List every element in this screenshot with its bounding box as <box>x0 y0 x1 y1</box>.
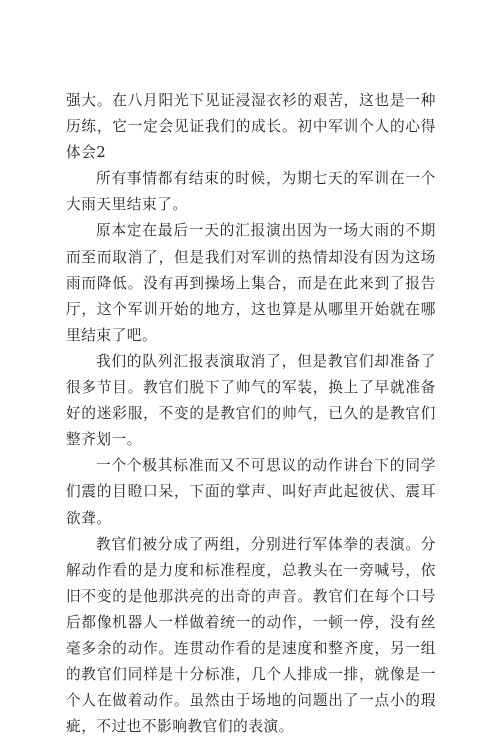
document-body <box>66 88 436 740</box>
paragraph-4: 我们的队列汇报表演取消了，但是教官们却准备了很多节目。教官们脱下了帅气的军装，换上了早就准备好的迷彩服，不变的是教官们的帅气，已久的是教官们整齐划一。 <box>66 352 436 449</box>
paragraph-2: 所有事情都有结束的时候，为期七天的军训在一个大雨天里结束了。 <box>66 170 436 214</box>
paragraph-1: 强大。在八月阳光下见证浸湿衣衫的艰苦，这也是一种历练，它一定会见证我们的成长。初中军训个人的心得体会2 <box>66 92 436 162</box>
paragraph-5: 一个个极其标准而又不可思议的动作讲台下的同学们震的目瞪口呆，下面的掌声、叫好声此起彼伏、震耳欲聋。 <box>66 457 436 527</box>
paragraph-3: 原本定在最后一天的汇报演出因为一场大雨的不期而至而取消了，但是我们对军训的热情却没有因为这场雨而降低。没有再到操场上集合，而是在此来到了报告厅，这个军训开始的地方，这也算是从哪里开始就在哪里结束了吧。 <box>66 222 436 344</box>
paragraph-6: 教官们被分成了两组，分别进行军体拳的表演。分解动作看的是力度和标准程度，总教头在一旁喊号，依旧不变的是他那洪亮的出奇的声音。教官们在每个口号后都像机器人一样做着统一的动作，一顿一停，没有丝毫多余的动作。连贯动作看的是速度和整齐度，另一组的教官们同样是十分标准，几个人排成一排，就像是一个人在做着动作。虽然由于场地的问题出了一点小的瑕疵，不过也不影响教官们的表演。 <box>66 535 436 736</box>
